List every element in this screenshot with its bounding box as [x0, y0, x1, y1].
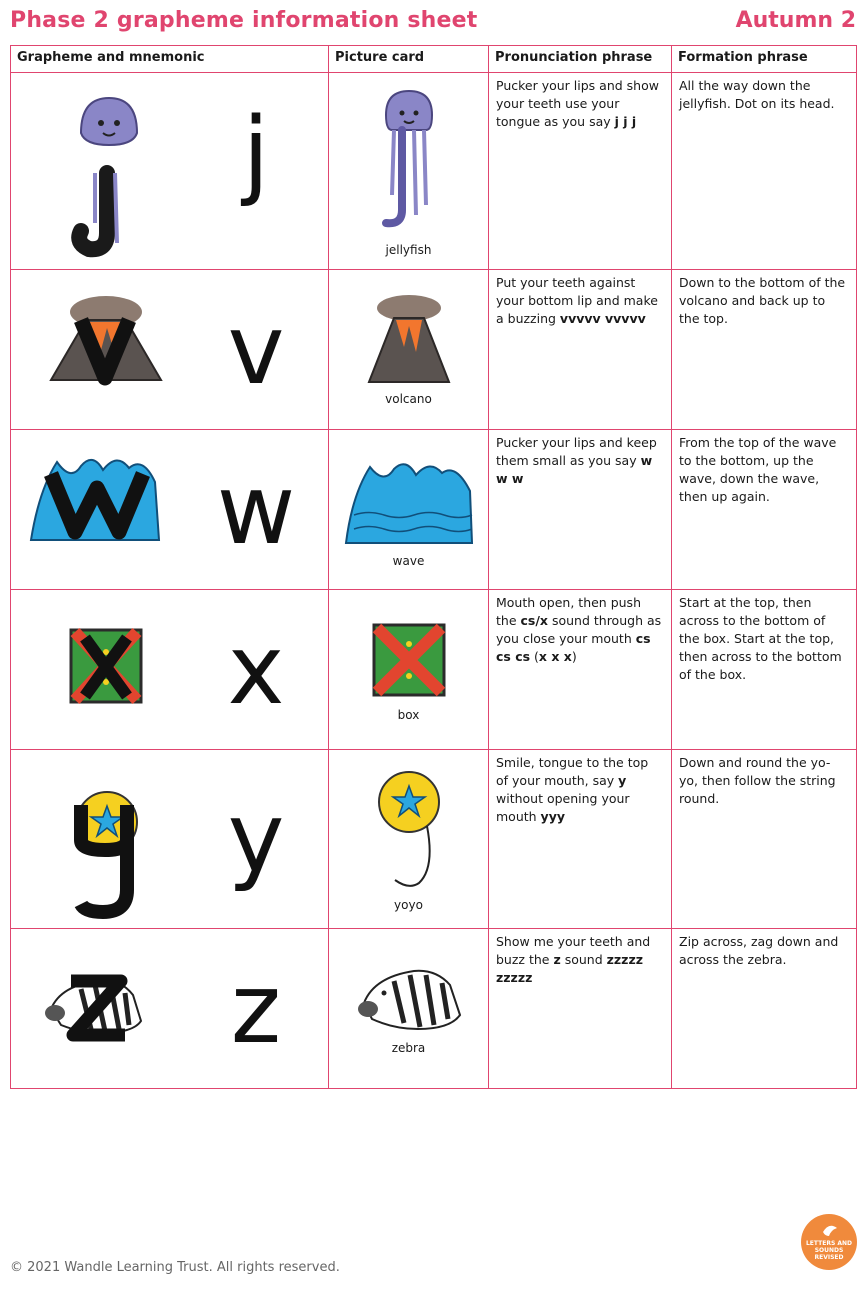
jellyfish-mnemonic-icon — [41, 73, 181, 268]
pron-text: ( — [530, 649, 539, 664]
pron-text: without opening your mouth — [496, 791, 630, 824]
pron-sound: cs cs cs — [496, 631, 651, 664]
table-row — [11, 270, 857, 430]
yoyo-icon — [369, 768, 449, 893]
picture-caption: yoyo — [394, 898, 423, 912]
pron-text: ) — [571, 649, 577, 664]
picture-caption: wave — [392, 554, 425, 568]
formation-text: Start at the top, then across to the bottom of the box. Start at the top, then across to the bottom of the box. — [679, 595, 842, 682]
pron-sound: cs/x — [520, 613, 548, 628]
picture-caption: box — [397, 708, 420, 722]
grapheme-cell — [11, 73, 329, 270]
zebra-icon — [354, 959, 464, 1039]
column-header: Formation phrase — [672, 46, 857, 73]
grapheme-letter: v — [227, 294, 285, 406]
pron-text: Show me your teeth and buzz the — [496, 934, 651, 967]
pronunciation-cell — [489, 929, 672, 1089]
zebra-mnemonic-icon — [21, 929, 161, 1084]
pron-text: Put your teeth against your bottom lip and make a buzzing — [496, 275, 658, 326]
pron-sound: zzzzz zzzzz — [496, 952, 644, 985]
pron-text: sound through as you close your mouth — [496, 613, 662, 646]
picture-cell — [329, 590, 489, 750]
logo-text: LETTERS AND SOUNDS — [805, 1240, 853, 1254]
logo-subtext: REVISED — [814, 1254, 844, 1261]
pron-text: Pucker your lips and keep them small as you say — [496, 435, 657, 468]
pron-text: sound — [560, 952, 607, 967]
formation-cell — [672, 590, 857, 750]
grapheme-table — [10, 45, 857, 1089]
jellyfish-icon — [364, 85, 454, 235]
table-row — [11, 73, 857, 270]
formation-text: All the way down the jellyfish. Dot on its head. — [679, 78, 835, 111]
table-row — [11, 430, 857, 590]
pron-sound: j j j — [614, 114, 637, 129]
table-header-row — [11, 46, 857, 73]
picture-caption: jellyfish — [385, 243, 432, 257]
formation-cell — [672, 750, 857, 929]
formation-cell — [672, 73, 857, 270]
pronunciation-cell — [489, 73, 672, 270]
grapheme-cell — [11, 750, 329, 929]
pron-sound: y — [618, 773, 627, 788]
box-mnemonic-icon — [41, 590, 181, 745]
grapheme-cell — [11, 270, 329, 430]
yoyo-mnemonic-icon — [41, 750, 181, 925]
grapheme-cell — [11, 430, 329, 590]
grapheme-cell — [11, 929, 329, 1089]
pron-sound: z — [553, 952, 561, 967]
volcano-icon — [364, 292, 454, 387]
picture-cell — [329, 929, 489, 1089]
formation-text: Down to the bottom of the volcano and back up to the top. — [679, 275, 846, 326]
wave-mnemonic-icon — [29, 430, 169, 585]
volcano-mnemonic-icon — [41, 270, 181, 425]
picture-caption: zebra — [391, 1041, 426, 1055]
grapheme-letter: w — [216, 454, 296, 566]
pron-sound: w w w — [496, 453, 653, 486]
grapheme-letter: z — [230, 953, 282, 1065]
grapheme-letter: j — [242, 97, 270, 209]
letters-and-sounds-logo — [801, 1214, 857, 1270]
box-icon — [369, 620, 449, 700]
grapheme-cell — [11, 590, 329, 750]
picture-cell — [329, 270, 489, 430]
grapheme-letter: x — [227, 614, 285, 726]
table-row — [11, 929, 857, 1089]
term-label: Autumn 2 — [735, 8, 856, 33]
formation-text: Down and round the yo-yo, then follow the string round. — [679, 755, 836, 806]
pronunciation-cell — [489, 590, 672, 750]
pronunciation-cell — [489, 270, 672, 430]
pron-text: Pucker your lips and show your teeth use your tongue as you say — [496, 78, 659, 129]
formation-text: From the top of the wave to the bottom, up the wave, down the wave, then up again. — [679, 435, 837, 504]
pronunciation-cell — [489, 750, 672, 929]
pron-text: Mouth open, then push the — [496, 595, 641, 628]
pronunciation-cell — [489, 430, 672, 590]
table-row — [11, 590, 857, 750]
picture-cell — [329, 750, 489, 929]
formation-text: Zip across, zag down and across the zebra. — [679, 934, 839, 967]
picture-caption: volcano — [385, 392, 432, 406]
page-title: Phase 2 grapheme information sheet — [10, 8, 478, 33]
table-row — [11, 750, 857, 929]
formation-cell — [672, 430, 857, 590]
picture-cell — [329, 430, 489, 590]
formation-cell — [672, 270, 857, 430]
copyright-footer: © 2021 Wandle Learning Trust. All rights reserved. — [10, 1260, 340, 1275]
grapheme-letter: y — [227, 782, 285, 894]
pron-sound: yyy — [540, 809, 565, 824]
formation-cell — [672, 929, 857, 1089]
pron-text: Smile, tongue to the top of your mouth, say — [496, 755, 649, 788]
wave-icon — [344, 455, 474, 545]
column-header: Grapheme and mnemonic — [11, 46, 329, 73]
column-header: Pronunciation phrase — [489, 46, 672, 73]
pron-sound: x x x — [538, 649, 572, 664]
pron-sound: vvvvv vvvvv — [559, 311, 646, 326]
picture-cell — [329, 73, 489, 270]
column-header: Picture card — [329, 46, 489, 73]
